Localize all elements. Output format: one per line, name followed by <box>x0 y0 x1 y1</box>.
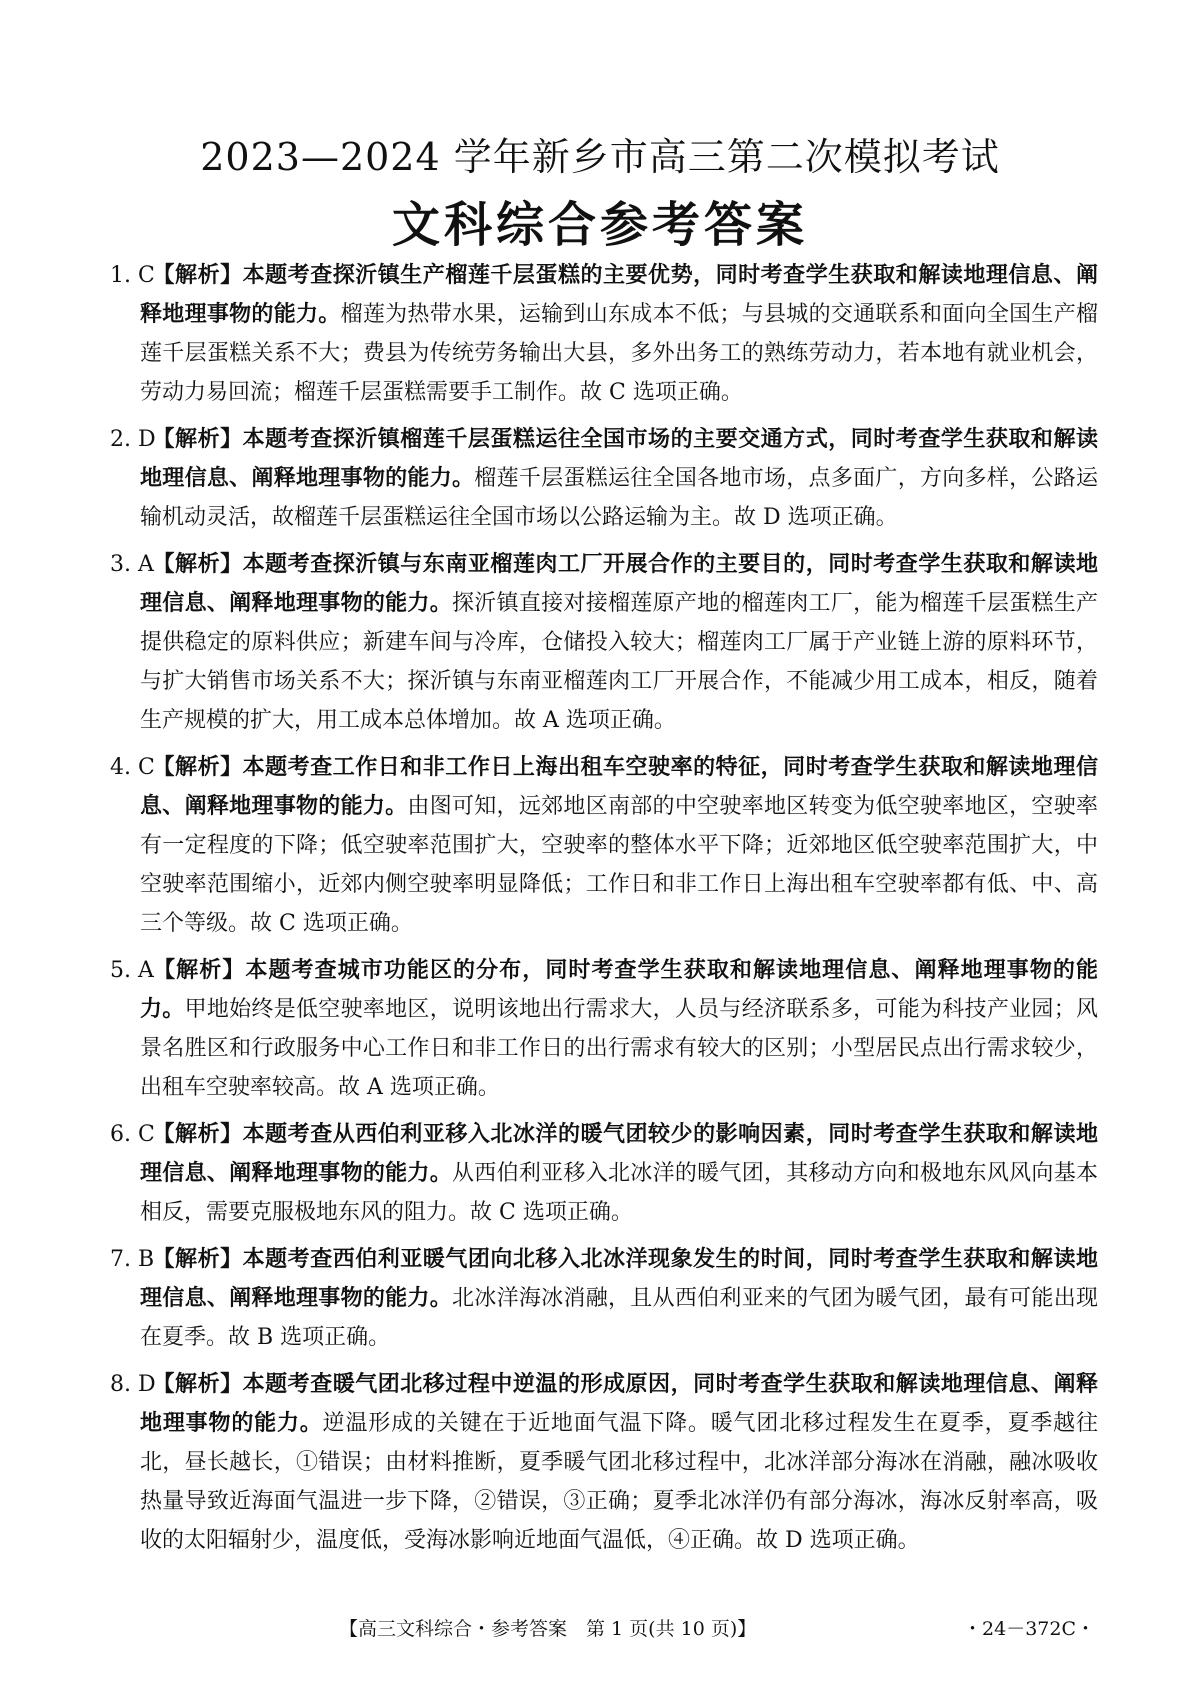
answer-label: 8. D <box>110 1372 156 1397</box>
answer-label: 1. C <box>110 263 155 288</box>
analysis-lead: 本题考查探沂镇生产榴莲千层蛋糕的主要优势，同时考查学生获取和解读地理信息、阐释地理事物的能力。 <box>140 263 1098 327</box>
answer-label: 7. B <box>110 1247 155 1272</box>
answer-label: 5. A <box>110 958 154 983</box>
analysis-body: 逆温形成的关键在于近地面气温下降。暖气团北移过程发生在夏季，夏季越往北，昼长越长，①错误；由材料推断，夏季暖气团北移过程中，北冰洋部分海冰在消融，融冰吸收热量导致近海面气温进一步下降，②错误，③正确；夏季北冰洋仍有部分海冰，海冰反射率高，吸收的太阳辐射少，温度低，受海冰影响近地面气温低，④正确。故 D 选项正确。 <box>140 1411 1098 1553</box>
analysis-tag: 【解析】 <box>152 263 243 288</box>
analysis-lead: 本题考查工作日和非工作日上海出租车空驶率的特征，同时考查学生获取和解读地理信息、阐释地理事物的能力。 <box>140 755 1098 819</box>
answer-item-7 <box>112 1240 1098 1357</box>
analysis-body: 从西伯利亚移入北冰洋的暖气团，其移动方向和极地东风风向基本相反，需要克服极地东风的阻力。故 C 选项正确。 <box>140 1161 1098 1225</box>
answer-item-1 <box>112 256 1098 412</box>
answer-item-8 <box>112 1365 1098 1560</box>
analysis-lead: 本题考查城市功能区的分布，同时考查学生获取和解读地理信息、阐释地理事物的能力。 <box>140 958 1098 1022</box>
analysis-tag: 【解析】 <box>152 755 243 780</box>
answer-list <box>112 256 1098 1568</box>
answer-item-5 <box>112 951 1098 1107</box>
analysis-tag: 【解析】 <box>152 1122 243 1147</box>
answer-label: 3. A <box>110 552 154 577</box>
analysis-body: 由图可知，远郊地区南部的中空驶率地区转变为低空驶率地区，空驶率有一定程度的下降；低空驶率范围扩大，空驶率的整体水平下降；近郊地区低空驶率范围扩大，中空驶率范围缩小，近郊内侧空驶率明显降低；工作日和非工作日上海出租车空驶率都有低、中、高三个等级。故 C 选项正确。 <box>140 794 1098 936</box>
analysis-lead: 本题考查西伯利亚暖气团向北移入北冰洋现象发生的时间，同时考查学生获取和解读地理信息、阐释地理事物的能力。 <box>140 1247 1098 1311</box>
analysis-body: 甲地始终是低空驶率地区，说明该地出行需求大，人员与经济联系多，可能为科技产业园；风景名胜区和行政服务中心工作日和非工作日的出行需求有较大的区别；小型居民点出行需求较少，出租车空驶率较高。故 A 选项正确。 <box>140 997 1098 1100</box>
answer-label: 2. D <box>110 427 156 452</box>
analysis-body: 探沂镇直接对接榴莲原产地的榴莲肉工厂，能为榴莲千层蛋糕生产提供稳定的原料供应；新建车间与冷库，仓储投入较大；榴莲肉工厂属于产业链上游的原料环节，与扩大销售市场关系不大；探沂镇与东南亚榴莲肉工厂开展合作，不能减少用工成本，相反，随着生产规模的扩大，用工成本总体增加。故 A 选项正确。 <box>140 591 1098 733</box>
analysis-tag: 【解析】 <box>152 552 243 577</box>
analysis-lead: 本题考查探沂镇榴莲千层蛋糕运往全国市场的主要交通方式，同时考查学生获取和解读地理信息、阐释地理事物的能力。 <box>140 427 1098 491</box>
footer-code: ・24－372C・ <box>963 1618 1095 1640</box>
analysis-body: 榴莲千层蛋糕运往全国各地市场，点多面广，方向多样，公路运输机动灵活，故榴莲千层蛋糕运往全国市场以公路运输为主。故 D 选项正确。 <box>140 466 1098 530</box>
analysis-body: 榴莲为热带水果，运输到山东成本不低；与县城的交通联系和面向全国生产榴莲千层蛋糕关系不大；费县为传统劳务输出大县，多外出务工的熟练劳动力，若本地有就业机会，劳动力易回流；榴莲千层蛋糕需要手工制作。故 C 选项正确。 <box>140 302 1098 405</box>
analysis-tag: 【解析】 <box>152 1247 243 1272</box>
answer-label: 4. C <box>110 755 155 780</box>
analysis-lead: 本题考查暖气团北移过程中逆温的形成原因，同时考查学生获取和解读地理信息、阐释地理事物的能力。 <box>140 1372 1098 1436</box>
analysis-lead: 本题考查探沂镇与东南亚榴莲肉工厂开展合作的主要目的，同时考查学生获取和解读地理信息、阐释地理事物的能力。 <box>140 552 1098 616</box>
exam-title: 2023—2024 学年新乡市高三第二次模拟考试 <box>200 135 1000 179</box>
footer-page-info: 【高三文科综合・参考答案 第 1 页(共 10 页)】 <box>339 1618 757 1640</box>
analysis-body: 北冰洋海冰消融，且从西伯利亚来的气团为暖气团，最有可能出现在夏季。故 B 选项正确。 <box>140 1286 1098 1350</box>
document-title: 文科综合参考答案 <box>391 197 808 253</box>
analysis-tag: 【解析】 <box>152 1372 243 1397</box>
answer-item-3 <box>112 545 1098 740</box>
answer-item-6 <box>112 1115 1098 1232</box>
answer-label: 6. C <box>110 1122 155 1147</box>
answer-item-2 <box>112 420 1098 537</box>
answer-item-4 <box>112 748 1098 943</box>
analysis-tag: 【解析】 <box>152 427 243 452</box>
analysis-lead: 本题考查从西伯利亚移入北冰洋的暖气团较少的影响因素，同时考查学生获取和解读地理信息、阐释地理事物的能力。 <box>140 1122 1098 1186</box>
analysis-tag: 【解析】 <box>152 958 246 983</box>
